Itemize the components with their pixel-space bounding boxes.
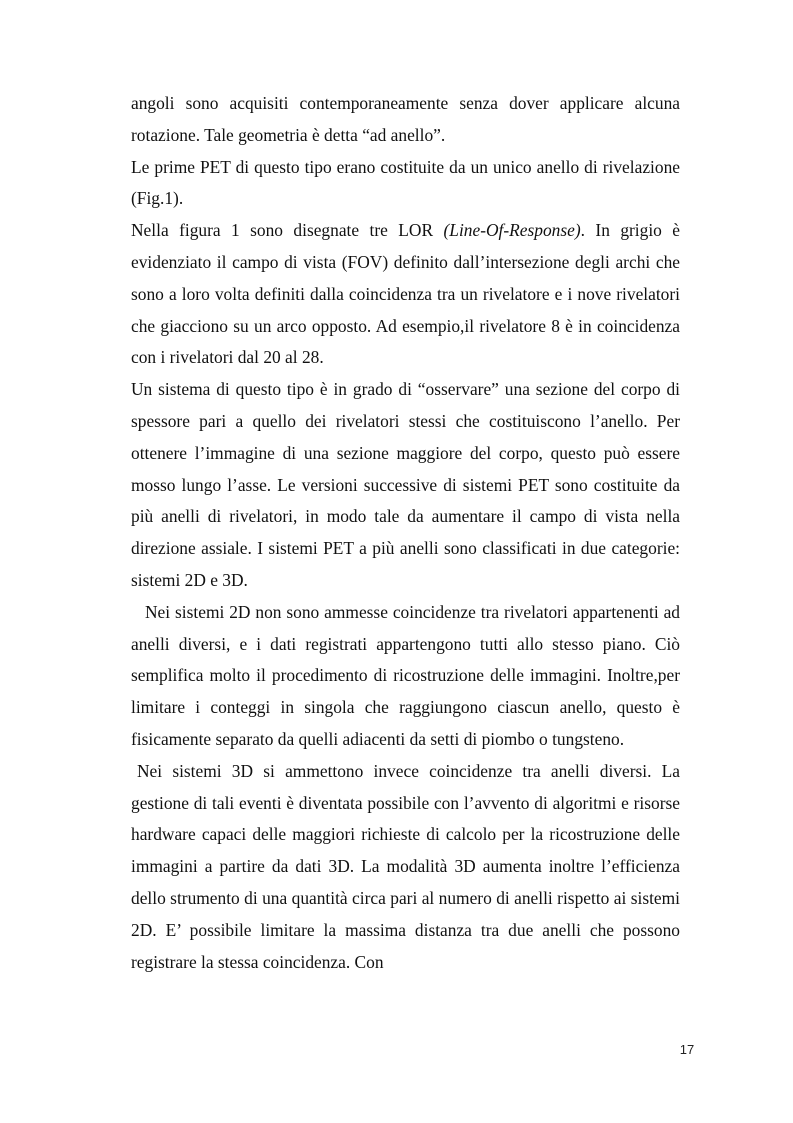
lor-italic-term: (Line-Of-Response)	[443, 220, 581, 241]
lor-text-before: Nella figura 1 sono disegnate tre LOR	[131, 220, 444, 241]
paragraph-system-observation: Un sistema di questo tipo è in grado di “osservare” una sezione del corpo di spessore pari a quello dei rivelatori stessi che costituiscono l’anello. Per ottenere l’immagine di una sezione maggiore del corpo, questo può essere mosso lungo l’asse. Le versioni successive di sistemi PET sono costituite da più anelli di rivelatori, in modo tale da aumentare il campo di vista nella direzione assiale. I sistemi PET a più anelli sono classificati in due categorie: sistemi 2D e 3D.	[131, 379, 680, 590]
paragraph-3d-systems: Nei sistemi 3D si ammettono invece coincidenze tra anelli diversi. La gestione di tali eventi è diventata possibile con l’avvento di algoritmi e risorse hardware capaci delle maggiori richieste di calcolo per la ricostruzione delle immagini a partire da dati 3D. La modalità 3D aumenta inoltre l’efficienza dello strumento di una quantità circa pari al numero di anelli rispetto ai sistemi 2D. E’ possibile limitare la massima distanza tra due anelli che possono registrare la stessa coincidenza. Con	[131, 760, 680, 972]
paragraph-first-pet: Le prime PET di questo tipo erano costituite da un unico anello di rivelazione (Fig.1).	[131, 156, 680, 209]
page-number: 17	[679, 1042, 695, 1057]
body-text	[131, 88, 680, 978]
lor-text-after: . In grigio è evidenziato il campo di vista (FOV) definito dall’intersezione degli archi che sono a loro volta definiti dalla coincidenza tra un rivelatore e i nove rivelatori che giacciono su un arco opposto. Ad esempio,il rivelatore 8 è in coincidenza con i rivelatori dal 20 al 28.	[131, 220, 680, 368]
paragraph-2d-systems: Nei sistemi 2D non sono ammesse coincidenze tra rivelatori appartenenti ad anelli diversi, e i dati registrati appartengono tutti allo stesso piano. Ciò semplifica molto il procedimento di ricostruzione delle immagini. Inoltre,per limitare i conteggi in singola che raggiungono ciascun anello, questo è fisicamente separato da quelli adiacenti da setti di piombo o tungsteno.	[131, 601, 680, 749]
paragraph-continuation: angoli sono acquisiti contemporaneamente senza dover applicare alcuna rotazione. Tale geometria è detta “ad anello”.	[131, 93, 680, 145]
paragraph-lor	[131, 215, 680, 374]
